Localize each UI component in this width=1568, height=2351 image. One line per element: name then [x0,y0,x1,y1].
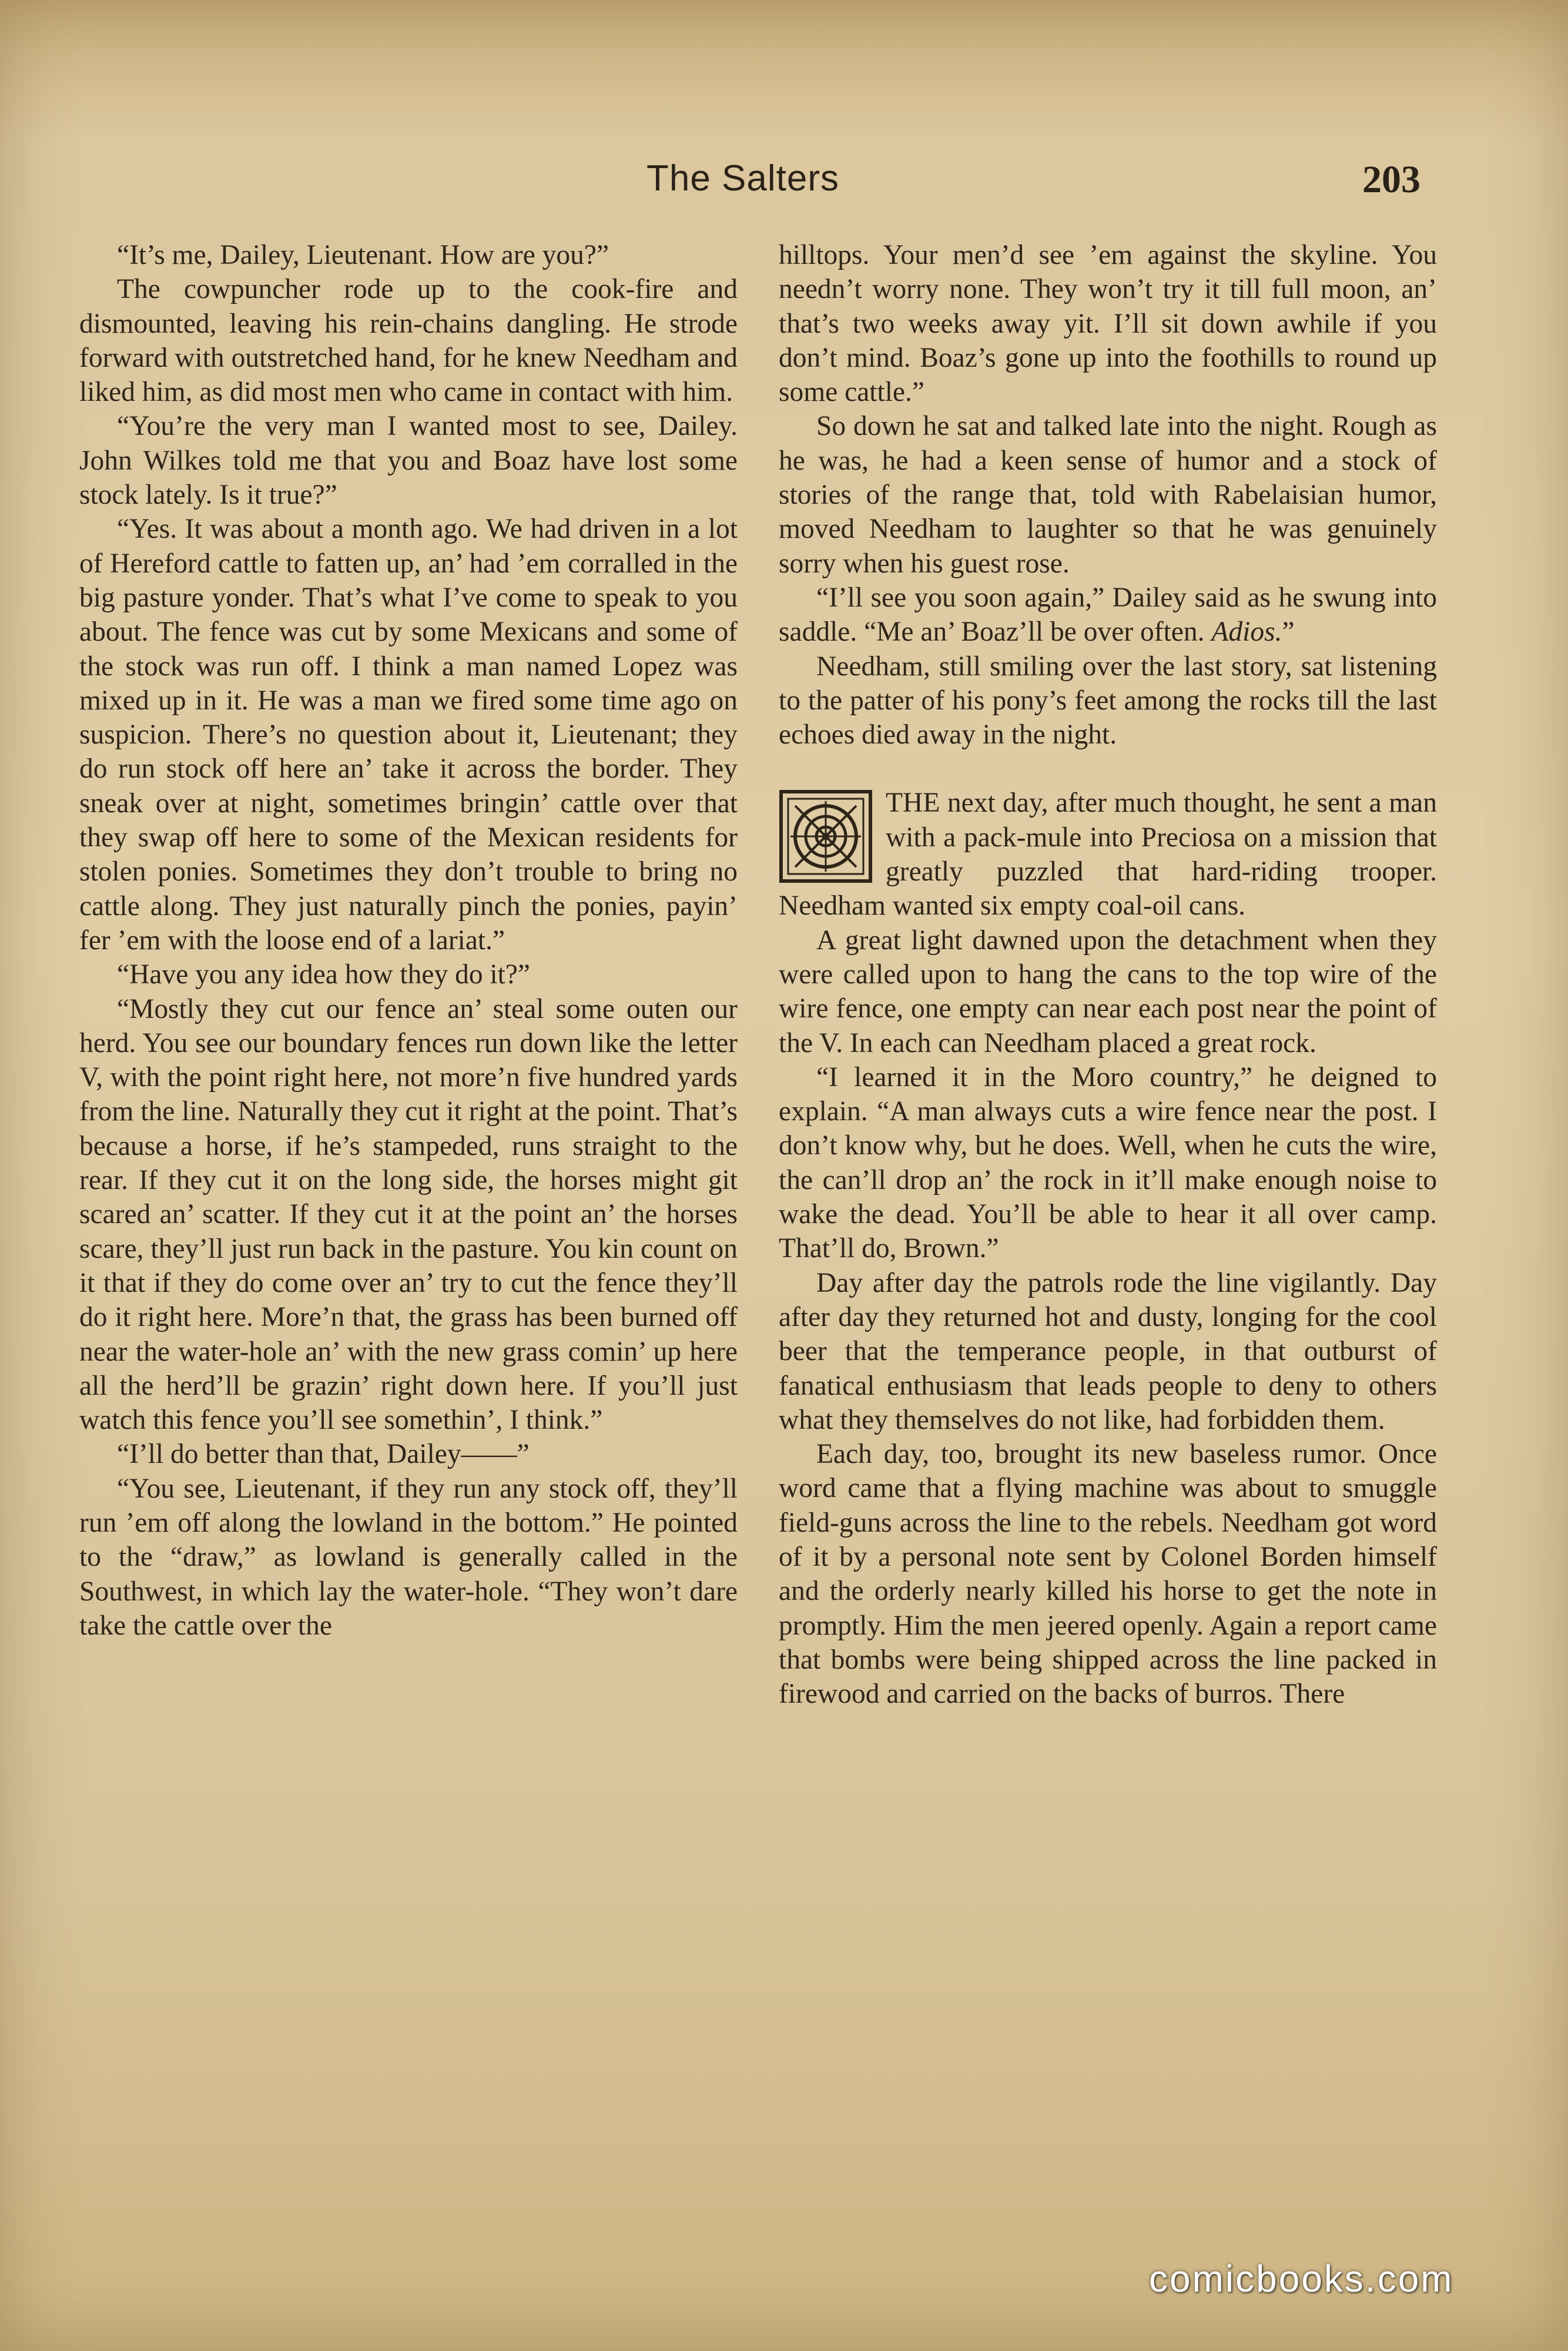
celtic-knot-ornament-icon [779,789,873,883]
right-column [779,238,1437,1711]
paragraph: “You see, Lieutenant, if they run any stock off, they’ll run ’em off along the lowland in the bottom.” He pointed to the “draw,” as lowland is generally called in the Southwest, in which lay the water-hole. “They won’t dare take the cattle over the [79,1473,738,1641]
paragraph: Each day, too, brought its new baseless rumor. Once word came that a flying machine was about to smuggle field-guns across the line to the rebels. Needham got word of it by a personal note sent by Colonel Borden himself and the orderly nearly killed his horse to get the note in promptly. Him the men jeered openly. Again a report came that bombs were being shipped across the line packed in firewood and carried on the backs of burros. There [779,1439,1437,1710]
section-start-paragraph [779,786,1437,923]
running-title: The Salters [646,158,840,199]
paragraph: “You’re the very man I wanted most to see, Dailey. John Wilkes told me that you and Boaz have lost some stock lately. Is it true?” [79,411,738,511]
paragraph-dailey-quote [779,581,1437,649]
running-head [0,158,1568,205]
paragraph: “I’ll do better than that, Dailey——” [117,1439,530,1470]
watermark-logo: comicbooks.com [1149,2258,1454,2300]
paragraph: “Yes. It was about a month ago. We had driven in a lot of Hereford cattle to fatten up, an’ had ’em corralled in the big pasture yonder. That’s what I’ve come to speak to you about. The fence was cut by some Mexicans and some of the stock was run off. I think a man named Lopez was mixed up in it. He was a man we fired some time ago on suspicion. There’s no question about it, Lieutenant; they do run stock off here an’ take it across the border. They sneak over at night, sometimes bringin’ cattle over that they swap off here to some of the Mexican residents for stolen ponies. Sometimes they don’t trouble to bring no cattle along. They just naturally pinch the ponies, payin’ fer ’em with the loose end of a lariat.” [79,514,738,956]
adios-italic: Adios. [1211,617,1282,648]
paragraph: Needham, still smiling over the last story, sat listening to the patter of his pony’s feet among the rocks till the last echoes died away in the night. [779,651,1437,751]
paragraph: “I learned it in the Moro country,” he deigned to explain. “A man always cuts a wire fence near the post. I don’t know why, but he does. Well, when he cuts the wire, the can’ll drop an’ the rock in it’ll make enough noise to wake the dead. You’ll be able to hear it all over camp. That’ll do, Brown.” [779,1061,1437,1264]
page-number: 203 [1362,158,1420,201]
paragraph-continuation: hilltops. Your men’d see ’em against the skyline. You needn’t worry none. They won’t try it till full moon, an’ that’s two weeks away yit. I’ll sit down awhile if you don’t mind. Boaz’s gone up into the foothills to round up some cattle.” [779,240,1437,408]
left-column [79,238,738,1643]
section-start-text: THE next day, after much thought, he sent a man with a pack-mule into Preciosa on a mission that greatly puzzled that hard-riding trooper. Needham wanted six empty coal-oil cans. [779,788,1437,922]
paragraph: “Have you any idea how they do it?” [117,959,531,990]
paragraph: “Mostly they cut our fence an’ steal some outen our herd. You see our boundary fences run down like the letter V, with the point right here, not more’n five hundred yards from the line. Naturally they cut it right at the point. That’s because a horse, if he’s stampeded, runs straight to the rear. If they cut it on the long side, the horses might git scared an’ scatter. If they cut it at the point an’ the horses scare, they’ll just run back in the pasture. You kin count on it that if they do come over an’ try to cut the fence they’ll do it right here. More’n that, the grass has been burned off near the water-hole an’ with the new grass comin’ up here all the herd’ll be grazin’ right down here. If you’ll just watch this fence you’ll see somethin’, I think.” [79,993,738,1436]
dailey-quote-close: ” [1282,617,1295,648]
paragraph: Day after day the patrols rode the line vigilantly. Day after day they returned hot and dusty, longing for the cool beer that the temperance people, in that outburst of fanatical enthusiasm that leads people to deny to others what they themselves do not like, had forbidden them. [779,1267,1437,1435]
dailey-quote-text: “I’ll see you soon again,” Dailey said as he swung into saddle. “Me an’ Boaz’ll be over often. [779,582,1437,648]
paragraph: So down he sat and talked late into the night. Rough as he was, he had a keen sense of humor and a stock of stories of the range that, told with Rabelaisian humor, moved Needham to laughter so that he was genuinely sorry when his guest rose. [779,411,1437,579]
paragraph: “It’s me, Dailey, Lieutenant. How are you?” [117,240,609,270]
paragraph: The cowpuncher rode up to the cook-fire and dismounted, leaving his rein-chains dangling. He strode forward with outstretched hand, for he knew Needham and liked him, as did most men who came in contact with him. [79,274,738,408]
paragraph: A great light dawned upon the detachment when they were called upon to hang the cans to the top wire of the wire fence, one empty can near each post near the point of the V. In each can Needham placed a great rock. [779,925,1437,1059]
